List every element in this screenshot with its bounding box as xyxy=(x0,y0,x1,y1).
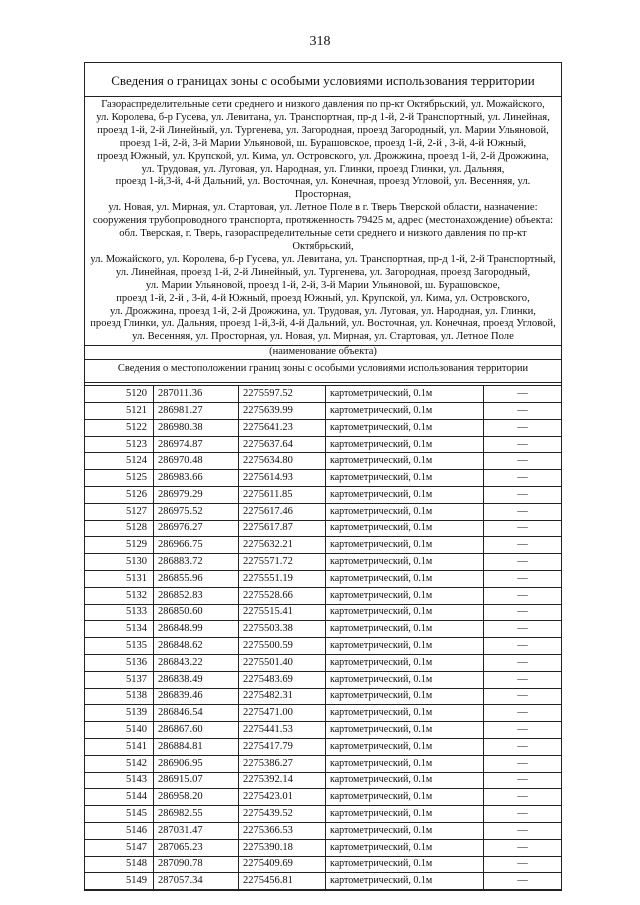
point-number-cell: 5131 xyxy=(85,570,154,587)
y-coordinate-cell: 2275417.79 xyxy=(239,738,326,755)
method-cell: картометрический, 0.1м xyxy=(326,873,484,890)
description-line: ул. Марии Ульяновой, проезд 1-й, 2-й, 3-й Марии Ульяновой, ш. Бурашовское, xyxy=(145,279,501,291)
description-line: проезд Глинки, ул. Дальняя, проезд 1-й,3-й, 4-й Дальний, ул. Восточная, ул. Конечная, проезд Угловой, xyxy=(90,318,556,330)
remark-cell: — xyxy=(484,470,562,487)
point-number-cell: 5123 xyxy=(85,436,154,453)
method-cell: картометрический, 0.1м xyxy=(326,654,484,671)
point-number-cell: 5146 xyxy=(85,822,154,839)
table-row xyxy=(85,436,561,453)
x-coordinate-cell: 287011.36 xyxy=(154,386,239,403)
remark-cell: — xyxy=(484,570,562,587)
remark-cell: — xyxy=(484,873,562,890)
point-number-cell: 5137 xyxy=(85,671,154,688)
remark-cell: — xyxy=(484,722,562,739)
description-line: ул. Новая, ул. Мирная, ул. Стартовая, ул. Летное Поле в г. Тверь Тверской области, назначение: xyxy=(108,202,538,214)
y-coordinate-cell: 2275528.66 xyxy=(239,587,326,604)
method-cell: картометрический, 0.1м xyxy=(326,487,484,504)
remark-cell: — xyxy=(484,604,562,621)
x-coordinate-cell: 286855.96 xyxy=(154,570,239,587)
method-cell: картометрический, 0.1м xyxy=(326,621,484,638)
remark-cell: — xyxy=(484,520,562,537)
x-coordinate-cell: 286983.66 xyxy=(154,470,239,487)
table-row xyxy=(85,453,561,470)
point-number-cell: 5138 xyxy=(85,688,154,705)
x-coordinate-cell: 286958.20 xyxy=(154,789,239,806)
table-row xyxy=(85,654,561,671)
method-cell: картометрический, 0.1м xyxy=(326,436,484,453)
table-row xyxy=(85,403,561,420)
remark-cell: — xyxy=(484,654,562,671)
x-coordinate-cell: 286867.60 xyxy=(154,722,239,739)
description-line: ул. Трудовая, ул. Луговая, ул. Народная, ул. Глинки, проезд Глинки, ул. Дальняя, xyxy=(141,163,505,175)
point-number-cell: 5124 xyxy=(85,453,154,470)
point-number-cell: 5125 xyxy=(85,470,154,487)
method-cell: картометрический, 0.1м xyxy=(326,806,484,823)
y-coordinate-cell: 2275423.01 xyxy=(239,789,326,806)
method-cell: картометрический, 0.1м xyxy=(326,403,484,420)
remark-cell: — xyxy=(484,403,562,420)
point-number-cell: 5144 xyxy=(85,789,154,806)
description-line: обл. Тверская, г. Тверь, газораспределительные сети среднего и низкого давления по пр-кт Октябрьский, xyxy=(119,228,527,252)
y-coordinate-cell: 2275617.87 xyxy=(239,520,326,537)
table-row xyxy=(85,386,561,403)
y-coordinate-cell: 2275641.23 xyxy=(239,419,326,436)
remark-cell: — xyxy=(484,705,562,722)
method-cell: картометрический, 0.1м xyxy=(326,570,484,587)
y-coordinate-cell: 2275501.40 xyxy=(239,654,326,671)
method-cell: картометрический, 0.1м xyxy=(326,671,484,688)
remark-cell: — xyxy=(484,386,562,403)
point-number-cell: 5127 xyxy=(85,503,154,520)
y-coordinate-cell: 2275611.85 xyxy=(239,487,326,504)
description-line: проезд 1-й, 2-й , 3-й, 4-й Южный, проезд Южный, ул. Крупской, ул. Кима, ул. Островского, xyxy=(116,292,530,304)
table-row xyxy=(85,822,561,839)
remark-cell: — xyxy=(484,789,562,806)
x-coordinate-cell: 286848.62 xyxy=(154,638,239,655)
remark-cell: — xyxy=(484,537,562,554)
remark-cell: — xyxy=(484,822,562,839)
x-coordinate-cell: 286975.52 xyxy=(154,503,239,520)
y-coordinate-cell: 2275503.38 xyxy=(239,621,326,638)
page-number: 318 xyxy=(309,34,331,49)
method-cell: картометрический, 0.1м xyxy=(326,738,484,755)
method-cell: картометрический, 0.1м xyxy=(326,822,484,839)
object-description xyxy=(85,97,561,346)
y-coordinate-cell: 2275483.69 xyxy=(239,671,326,688)
method-cell: картометрический, 0.1м xyxy=(326,705,484,722)
document-title: Сведения о границах зоны с особыми условиями использования территории xyxy=(85,63,561,97)
point-number-cell: 5129 xyxy=(85,537,154,554)
point-number-cell: 5133 xyxy=(85,604,154,621)
method-cell: картометрический, 0.1м xyxy=(326,688,484,705)
description-line: ул. Линейная, проезд 1-й, 2-й Линейный, ул. Тургенева, ул. Загородная, проезд Загородный, xyxy=(115,266,531,278)
document-frame xyxy=(84,62,562,891)
method-cell: картометрический, 0.1м xyxy=(326,386,484,403)
method-cell: картометрический, 0.1м xyxy=(326,503,484,520)
x-coordinate-cell: 287065.23 xyxy=(154,839,239,856)
point-number-cell: 5143 xyxy=(85,772,154,789)
x-coordinate-cell: 286850.60 xyxy=(154,604,239,621)
remark-cell: — xyxy=(484,688,562,705)
method-cell: картометрический, 0.1м xyxy=(326,520,484,537)
x-coordinate-cell: 286838.49 xyxy=(154,671,239,688)
x-coordinate-cell: 286974.87 xyxy=(154,436,239,453)
table-row xyxy=(85,621,561,638)
table-row xyxy=(85,806,561,823)
table-row xyxy=(85,738,561,755)
method-cell: картометрический, 0.1м xyxy=(326,638,484,655)
table-row xyxy=(85,856,561,873)
x-coordinate-cell: 287031.47 xyxy=(154,822,239,839)
method-cell: картометрический, 0.1м xyxy=(326,587,484,604)
description-line: ул. Дрожжина, проезд 1-й, 2-й Дрожжина, ул. Трудовая, ул. Луговая, ул. Народная, ул. Глинки, xyxy=(110,305,536,317)
method-cell: картометрический, 0.1м xyxy=(326,789,484,806)
method-cell: картометрический, 0.1м xyxy=(326,755,484,772)
y-coordinate-cell: 2275634.80 xyxy=(239,453,326,470)
y-coordinate-cell: 2275366.53 xyxy=(239,822,326,839)
remark-cell: — xyxy=(484,738,562,755)
point-number-cell: 5122 xyxy=(85,419,154,436)
y-coordinate-cell: 2275632.21 xyxy=(239,537,326,554)
y-coordinate-cell: 2275597.52 xyxy=(239,386,326,403)
point-number-cell: 5121 xyxy=(85,403,154,420)
object-caption: (наименование объекта) xyxy=(85,346,561,360)
description-line: проезд Южный, ул. Крупской, ул. Кима, ул. Островского, ул. Дрожжина, проезд 1-й, 2-й Дрожжина, xyxy=(97,150,549,162)
point-number-cell: 5148 xyxy=(85,856,154,873)
point-number-cell: 5132 xyxy=(85,587,154,604)
remark-cell: — xyxy=(484,638,562,655)
y-coordinate-cell: 2275639.99 xyxy=(239,403,326,420)
description-line: Газораспределительные сети среднего и низкого давления по пр-кт Октябрьский, ул. Можайского, xyxy=(101,99,545,110)
x-coordinate-cell: 286970.48 xyxy=(154,453,239,470)
x-coordinate-cell: 286884.81 xyxy=(154,738,239,755)
x-coordinate-cell: 286915.07 xyxy=(154,772,239,789)
remark-cell: — xyxy=(484,487,562,504)
method-cell: картометрический, 0.1м xyxy=(326,722,484,739)
description-line: проезд 1-й, 2-й, 3-й Марии Ульяновой, ш. Бурашовское, проезд 1-й, 2-й , 3-й, 4-й Южный, xyxy=(119,137,527,149)
description-line: ул. Весенняя, ул. Просторная, ул. Новая, ул. Мирная, ул. Стартовая, ул. Летное Поле xyxy=(132,331,514,343)
point-number-cell: 5140 xyxy=(85,722,154,739)
x-coordinate-cell: 286981.27 xyxy=(154,403,239,420)
description-line: проезд 1-й, 2-й Линейный, ул. Тургенева, ул. Загородная, проезд Загородный, ул. Марии Ульяновой, xyxy=(97,124,549,136)
method-cell: картометрический, 0.1м xyxy=(326,453,484,470)
description-line: ул. Можайского, ул. Королева, б-р Гусева, ул. Левитана, ул. Транспортная, пр-д 1-й, 2-й Транспортный, xyxy=(90,253,556,265)
table-row xyxy=(85,755,561,772)
y-coordinate-cell: 2275392.14 xyxy=(239,772,326,789)
y-coordinate-cell: 2275409.69 xyxy=(239,856,326,873)
table-row xyxy=(85,554,561,571)
remark-cell: — xyxy=(484,621,562,638)
table-row xyxy=(85,503,561,520)
remark-cell: — xyxy=(484,436,562,453)
table-row xyxy=(85,587,561,604)
x-coordinate-cell: 286839.46 xyxy=(154,688,239,705)
method-cell: картометрический, 0.1м xyxy=(326,554,484,571)
table-row xyxy=(85,604,561,621)
y-coordinate-cell: 2275515.41 xyxy=(239,604,326,621)
description-line: проезд 1-й,3-й, 4-й Дальний, ул. Восточная, ул. Конечная, проезд Угловой, ул. Весенняя, ул. Просторная, xyxy=(115,176,531,201)
x-coordinate-cell: 287057.34 xyxy=(154,873,239,890)
method-cell: картометрический, 0.1м xyxy=(326,604,484,621)
method-cell: картометрический, 0.1м xyxy=(326,470,484,487)
y-coordinate-cell: 2275571.72 xyxy=(239,554,326,571)
remark-cell: — xyxy=(484,671,562,688)
table-row xyxy=(85,873,561,890)
y-coordinate-cell: 2275500.59 xyxy=(239,638,326,655)
remark-cell: — xyxy=(484,503,562,520)
y-coordinate-cell: 2275617.46 xyxy=(239,503,326,520)
y-coordinate-cell: 2275390.18 xyxy=(239,839,326,856)
table-row xyxy=(85,537,561,554)
remark-cell: — xyxy=(484,755,562,772)
point-number-cell: 5147 xyxy=(85,839,154,856)
table-row xyxy=(85,570,561,587)
table-row xyxy=(85,487,561,504)
y-coordinate-cell: 2275482.31 xyxy=(239,688,326,705)
table-row xyxy=(85,520,561,537)
remark-cell: — xyxy=(484,554,562,571)
table-row xyxy=(85,839,561,856)
point-number-cell: 5134 xyxy=(85,621,154,638)
table-row xyxy=(85,772,561,789)
y-coordinate-cell: 2275439.52 xyxy=(239,806,326,823)
x-coordinate-cell: 286979.29 xyxy=(154,487,239,504)
y-coordinate-cell: 2275386.27 xyxy=(239,755,326,772)
point-number-cell: 5141 xyxy=(85,738,154,755)
y-coordinate-cell: 2275551.19 xyxy=(239,570,326,587)
point-number-cell: 5120 xyxy=(85,386,154,403)
section-header: Сведения о местоположении границ зоны с особыми условиями использования территории xyxy=(85,360,561,383)
x-coordinate-cell: 286966.75 xyxy=(154,537,239,554)
point-number-cell: 5145 xyxy=(85,806,154,823)
method-cell: картометрический, 0.1м xyxy=(326,839,484,856)
remark-cell: — xyxy=(484,806,562,823)
description-line: сооружения трубопроводного транспорта, протяженность 79425 м, адрес (местонахождение) объекта: xyxy=(92,215,554,227)
method-cell: картометрический, 0.1м xyxy=(326,419,484,436)
remark-cell: — xyxy=(484,453,562,470)
x-coordinate-cell: 286906.95 xyxy=(154,755,239,772)
table-row xyxy=(85,722,561,739)
x-coordinate-cell: 286976.27 xyxy=(154,520,239,537)
x-coordinate-cell: 286982.55 xyxy=(154,806,239,823)
point-number-cell: 5139 xyxy=(85,705,154,722)
coordinates-table xyxy=(85,385,561,890)
x-coordinate-cell: 286848.99 xyxy=(154,621,239,638)
x-coordinate-cell: 286846.54 xyxy=(154,705,239,722)
y-coordinate-cell: 2275441.53 xyxy=(239,722,326,739)
y-coordinate-cell: 2275456.81 xyxy=(239,873,326,890)
description-line: ул. Королева, б-р Гусева, ул. Левитана, ул. Транспортная, пр-д 1-й, 2-й Транспортный, ул. Линейная, xyxy=(96,111,550,123)
remark-cell: — xyxy=(484,856,562,873)
table-row xyxy=(85,705,561,722)
point-number-cell: 5128 xyxy=(85,520,154,537)
point-number-cell: 5136 xyxy=(85,654,154,671)
point-number-cell: 5142 xyxy=(85,755,154,772)
remark-cell: — xyxy=(484,587,562,604)
point-number-cell: 5130 xyxy=(85,554,154,571)
y-coordinate-cell: 2275471.00 xyxy=(239,705,326,722)
point-number-cell: 5135 xyxy=(85,638,154,655)
table-row xyxy=(85,789,561,806)
table-row xyxy=(85,470,561,487)
x-coordinate-cell: 287090.78 xyxy=(154,856,239,873)
y-coordinate-cell: 2275637.64 xyxy=(239,436,326,453)
table-row xyxy=(85,671,561,688)
table-row xyxy=(85,688,561,705)
x-coordinate-cell: 286883.72 xyxy=(154,554,239,571)
table-row xyxy=(85,419,561,436)
method-cell: картометрический, 0.1м xyxy=(326,772,484,789)
table-row xyxy=(85,638,561,655)
y-coordinate-cell: 2275614.93 xyxy=(239,470,326,487)
point-number-cell: 5149 xyxy=(85,873,154,890)
x-coordinate-cell: 286843.22 xyxy=(154,654,239,671)
remark-cell: — xyxy=(484,839,562,856)
x-coordinate-cell: 286852.83 xyxy=(154,587,239,604)
remark-cell: — xyxy=(484,772,562,789)
method-cell: картометрический, 0.1м xyxy=(326,537,484,554)
x-coordinate-cell: 286980.38 xyxy=(154,419,239,436)
point-number-cell: 5126 xyxy=(85,487,154,504)
method-cell: картометрический, 0.1м xyxy=(326,856,484,873)
remark-cell: — xyxy=(484,419,562,436)
